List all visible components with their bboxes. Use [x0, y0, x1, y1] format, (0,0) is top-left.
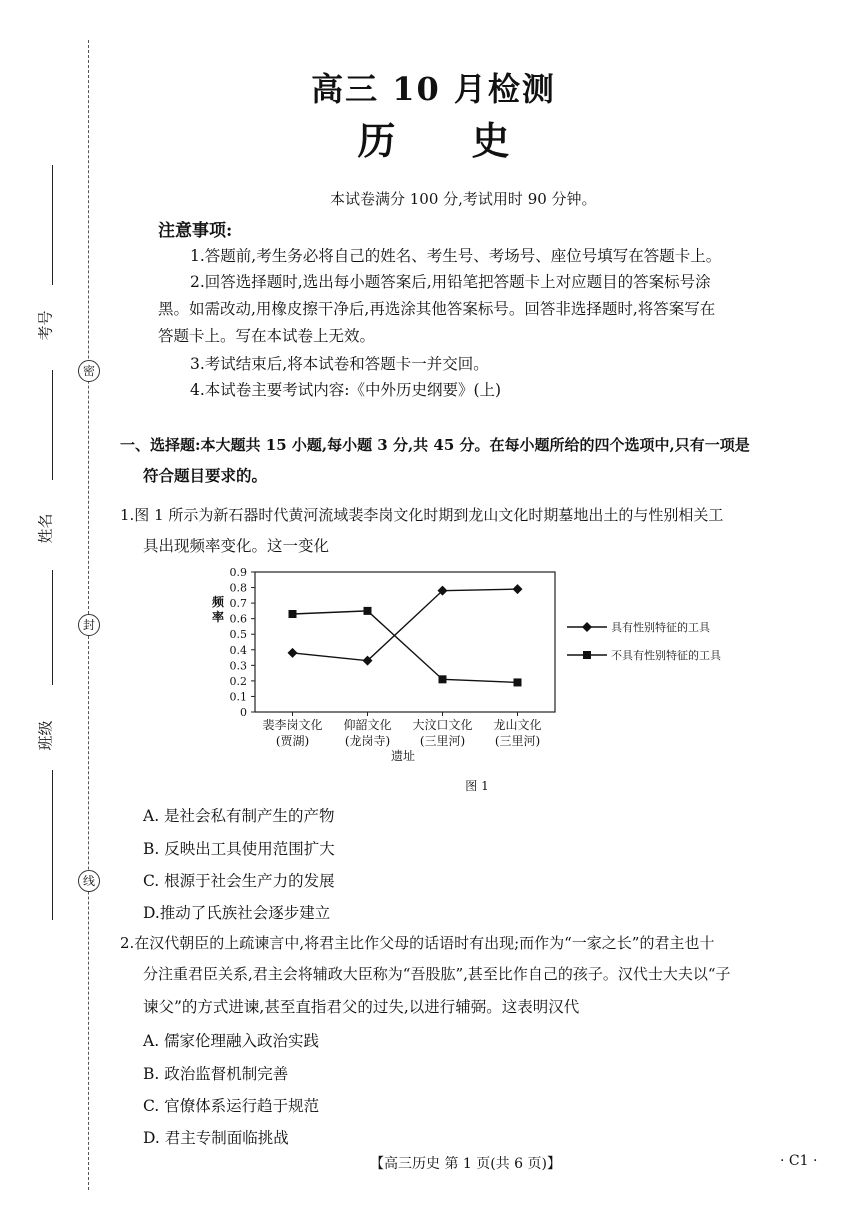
y-tick-label: 0.5 [229, 628, 247, 642]
y-tick-label: 0.4 [229, 643, 247, 657]
section1-instruction-line1: 一、选择题:本大题共 15 小题,每小题 3 分,共 45 分。在每小题所给的四个选项中,只有一项是 [120, 436, 750, 454]
y-axis-label: 率 [211, 610, 225, 624]
x-tick-label: (三里河) [494, 734, 541, 748]
y-axis-label: 频 [211, 595, 225, 609]
seal-char-mi: 密 [78, 360, 100, 382]
y-tick-label: 0.2 [229, 674, 247, 688]
q1-chart [205, 560, 765, 800]
paper-code: · C1 · [780, 1153, 818, 1169]
x-tick-label: 大汶口文化 [412, 718, 473, 732]
data-point-series-1 [513, 584, 523, 594]
q2-option-d[interactable]: D. 君主专制面临挑战 [143, 1129, 289, 1147]
data-point-series-1 [288, 648, 298, 658]
subject-char-1: 历 [357, 118, 396, 163]
y-tick-label: 0.1 [229, 690, 247, 704]
q1-stem-line2: 具出现频率变化。这一变化 [143, 537, 330, 555]
legend-marker-2 [583, 651, 591, 659]
section1-instruction-line2: 符合题目要求的。 [143, 466, 268, 485]
y-tick-label: 0.6 [229, 612, 247, 626]
data-point-series-2 [439, 675, 447, 683]
seal-char-xian: 线 [78, 870, 100, 892]
data-point-series-2 [514, 678, 522, 686]
data-point-series-2 [289, 610, 297, 618]
q2-stem-line2: 分注重君臣关系,君主会将辅政大臣称为“吾股肱”,甚至比作自己的孩子。汉代士大夫以“子 [143, 965, 731, 983]
x-tick-label: 裴李岗文化 [262, 718, 323, 732]
exam-no-fill-line[interactable] [52, 165, 53, 285]
exam-no-label: 考号 [36, 310, 55, 341]
x-tick-label: (贾湖) [275, 734, 310, 748]
chart-svg [205, 560, 765, 800]
name-label: 姓名 [36, 513, 55, 544]
q1-stem-line1: 1.图 1 所示为新石器时代黄河流域裴李岗文化时期到龙山文化时期墓地出土的与性别相关工 [120, 506, 724, 524]
class-label: 班级 [36, 720, 55, 751]
y-tick-label: 0.9 [229, 566, 247, 579]
note-item-3: 3.考试结束后,将本试卷和答题卡一并交回。 [190, 355, 489, 373]
y-tick-label: 0.3 [229, 659, 247, 673]
note-item-2-line1: 2.回答选择题时,选出每小题答案后,用铅笔把答题卡上对应题目的答案标号涂 [190, 273, 711, 291]
note-item-2-line2: 黑。如需改动,用橡皮擦干净后,再选涂其他答案标号。回答非选择题时,将答案写在 [158, 300, 716, 318]
note-item-1: 1.答题前,考生务必将自己的姓名、考生号、考场号、座位号填写在答题卡上。 [190, 247, 722, 265]
q2-stem-line1: 2.在汉代朝臣的上疏谏言中,将君主比作父母的话语时有出现;而作为“一家之长”的君主也十 [120, 934, 715, 952]
extra-fill-line [52, 770, 53, 920]
legend-label-2: 不具有性别特征的工具 [611, 649, 721, 662]
q1-option-b[interactable]: B. 反映出工具使用范围扩大 [143, 840, 335, 858]
x-tick-label: (三里河) [419, 734, 466, 748]
note-item-2-line3: 答题卡上。写在本试卷上无效。 [158, 327, 376, 345]
q2-stem-line3: 谏父”的方式进谏,甚至直指君父的过失,以进行辅弼。这表明汉代 [143, 998, 580, 1016]
legend-marker-1 [582, 622, 592, 632]
y-tick-label: 0.7 [229, 597, 247, 611]
q1-option-c[interactable]: C. 根源于社会生产力的发展 [143, 872, 335, 890]
series-line-2 [293, 611, 518, 683]
subject-char-2: 史 [471, 118, 510, 163]
x-tick-label: 龙山文化 [493, 718, 542, 732]
q1-option-d[interactable]: D.推动了氏族社会逐步建立 [143, 904, 331, 922]
figure-caption: 图 1 [465, 779, 489, 793]
x-tick-label: (龙岗寺) [344, 734, 391, 748]
legend-label-1: 具有性别特征的工具 [611, 621, 710, 634]
data-point-series-2 [364, 607, 372, 615]
class-fill-line[interactable] [52, 570, 53, 685]
exam-info: 本试卷满分 100 分,考试用时 90 分钟。 [330, 190, 597, 208]
note-item-4: 4.本试卷主要考试内容:《中外历史纲要》(上) [190, 381, 502, 399]
x-axis-label: 遗址 [390, 749, 416, 763]
plot-frame [255, 572, 555, 712]
series-line-1 [293, 589, 518, 661]
q2-option-c[interactable]: C. 官僚体系运行趋于规范 [143, 1097, 320, 1115]
y-tick-label: 0.8 [229, 581, 247, 595]
x-tick-label: 仰韶文化 [343, 718, 392, 732]
notes-heading: 注意事项: [158, 221, 233, 241]
subject-title [0, 110, 867, 165]
y-tick-label: 0 [240, 706, 247, 719]
seal-char-feng: 封 [78, 614, 100, 636]
name-fill-line[interactable] [52, 370, 53, 480]
page-footer: 【高三历史 第 1 页(共 6 页)】 [370, 1156, 561, 1172]
q1-option-a[interactable]: A. 是社会私有制产生的产物 [143, 807, 335, 825]
exam-title: 高三 10 月检测 [311, 70, 556, 108]
q2-option-a[interactable]: A. 儒家伦理融入政治实践 [143, 1032, 320, 1050]
q2-option-b[interactable]: B. 政治监督机制完善 [143, 1065, 289, 1083]
